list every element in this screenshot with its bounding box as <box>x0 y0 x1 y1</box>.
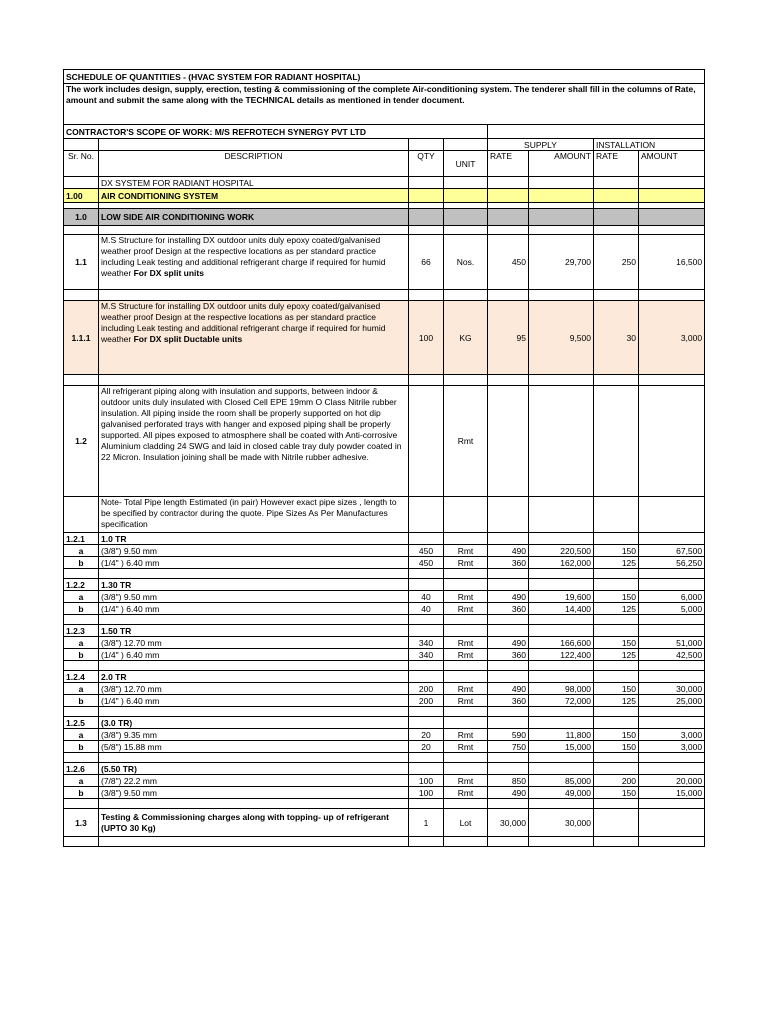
low-side-number: 1.0 <box>64 209 99 226</box>
row-letter: b <box>64 741 99 753</box>
pipe-qty: 450 <box>409 557 444 569</box>
item-1-2-row <box>64 386 705 497</box>
sheet-title: SCHEDULE OF QUANTITIES - (HVAC SYSTEM FOR RADIANT HOSPITAL) <box>64 70 705 84</box>
pipe-amount: 162,000 <box>529 557 594 569</box>
item-install-amount: 16,500 <box>639 235 705 290</box>
item-amount: 9,500 <box>529 301 594 375</box>
pipe-size: (3/8") 9.50 mm <box>99 787 409 799</box>
pipe-amount: 15,000 <box>529 741 594 753</box>
pipe-install-amount: 6,000 <box>639 591 705 603</box>
pipe-amount: 72,000 <box>529 695 594 707</box>
item-amount: 29,700 <box>529 235 594 290</box>
pipe-size: (7/8") 22.2 mm <box>99 775 409 787</box>
schedule-of-quantities-table <box>63 69 705 847</box>
pipe-row <box>64 591 705 603</box>
col-unit: UNIT <box>444 151 488 177</box>
pipe-qty: 20 <box>409 741 444 753</box>
pipe-unit: Rmt <box>444 591 488 603</box>
pipe-rate: 360 <box>488 649 529 661</box>
item-number: 1.1 <box>64 235 99 290</box>
item-install-rate: 30 <box>594 301 639 375</box>
item-1-1-row <box>64 235 705 290</box>
pipe-unit: Rmt <box>444 683 488 695</box>
pipe-install-amount: 20,000 <box>639 775 705 787</box>
contractor-line: CONTRACTOR'S SCOPE OF WORK: M/S REFROTECH SYNERGY PVT LTD <box>64 125 488 139</box>
row-letter: b <box>64 787 99 799</box>
pipe-amount: 19,600 <box>529 591 594 603</box>
pipe-row <box>64 787 705 799</box>
item-install-amount: 3,000 <box>639 301 705 375</box>
pipe-row <box>64 603 705 615</box>
pipe-install-amount: 30,000 <box>639 683 705 695</box>
row-letter: a <box>64 637 99 649</box>
pipe-amount: 98,000 <box>529 683 594 695</box>
col-install-rate: RATE <box>594 151 639 177</box>
pipe-unit: Rmt <box>444 787 488 799</box>
pipe-install-rate: 150 <box>594 729 639 741</box>
pipe-qty: 100 <box>409 775 444 787</box>
col-rate: RATE <box>488 151 529 177</box>
pipe-install-amount: 56,250 <box>639 557 705 569</box>
pipe-rate: 360 <box>488 557 529 569</box>
low-side-title: LOW SIDE AIR CONDITIONING WORK <box>99 209 409 226</box>
pipe-row <box>64 683 705 695</box>
pipe-install-rate: 150 <box>594 637 639 649</box>
group-number: 1.2.1 <box>64 533 99 545</box>
pipe-unit: Rmt <box>444 557 488 569</box>
pipe-rate: 490 <box>488 787 529 799</box>
item-number: 1.2 <box>64 386 99 497</box>
row-letter: a <box>64 683 99 695</box>
pipe-size: (3/8") 12.70 mm <box>99 637 409 649</box>
pipe-install-rate: 150 <box>594 545 639 557</box>
pipe-unit: Rmt <box>444 775 488 787</box>
pipe-amount: 122,400 <box>529 649 594 661</box>
item-rate: 450 <box>488 235 529 290</box>
item-unit: Nos. <box>444 235 488 290</box>
ac-section-number: 1.00 <box>64 189 99 203</box>
pipe-rate: 490 <box>488 637 529 649</box>
pipe-install-rate: 150 <box>594 591 639 603</box>
pipe-row <box>64 637 705 649</box>
pipe-row <box>64 557 705 569</box>
pipe-qty: 340 <box>409 649 444 661</box>
pipe-unit: Rmt <box>444 695 488 707</box>
ac-section-title: AIR CONDITIONING SYSTEM <box>99 189 409 203</box>
pipe-install-rate: 125 <box>594 649 639 661</box>
pipe-rate: 490 <box>488 591 529 603</box>
item-1-3-row <box>64 809 705 837</box>
pipe-qty: 100 <box>409 787 444 799</box>
pipe-rate: 750 <box>488 741 529 753</box>
row-letter: a <box>64 775 99 787</box>
row-letter: b <box>64 649 99 661</box>
pipe-qty: 20 <box>409 729 444 741</box>
pipe-install-amount: 5,000 <box>639 603 705 615</box>
group-title: 1.0 TR <box>99 533 409 545</box>
item-amount: 30,000 <box>529 809 594 837</box>
group-header-row <box>64 717 705 729</box>
pipe-size: (3/8") 12.70 mm <box>99 683 409 695</box>
pipe-note: Note- Total Pipe length Estimated (in pair) However exact pipe sizes , length to be specified by contractor during the quote. Pipe Sizes As Per Manufactures specification <box>99 497 409 533</box>
pipe-row <box>64 729 705 741</box>
pipe-size: (3/8") 9.50 mm <box>99 591 409 603</box>
group-number: 1.2.6 <box>64 763 99 775</box>
pipe-install-rate: 200 <box>594 775 639 787</box>
row-letter: b <box>64 603 99 615</box>
group-number: 1.2.4 <box>64 671 99 683</box>
item-install-rate: 250 <box>594 235 639 290</box>
item-qty: 66 <box>409 235 444 290</box>
item-unit: Rmt <box>444 386 488 497</box>
pipe-install-amount: 3,000 <box>639 729 705 741</box>
pipe-install-amount: 25,000 <box>639 695 705 707</box>
pipe-unit: Rmt <box>444 603 488 615</box>
dx-system-heading: DX SYSTEM FOR RADIANT HOSPITAL <box>99 177 409 189</box>
pipe-row <box>64 741 705 753</box>
pipe-rate: 590 <box>488 729 529 741</box>
item-description: Testing & Commissioning charges along with topping- up of refrigerant (UPTO 30 Kg) <box>99 809 409 837</box>
pipe-unit: Rmt <box>444 545 488 557</box>
col-sr: Sr. No. <box>64 151 99 177</box>
pipe-rate: 850 <box>488 775 529 787</box>
pipe-qty: 450 <box>409 545 444 557</box>
pipe-qty: 40 <box>409 603 444 615</box>
row-letter: a <box>64 591 99 603</box>
pipe-unit: Rmt <box>444 649 488 661</box>
group-header-row <box>64 671 705 683</box>
item-description: All refrigerant piping along with insulation and supports, between indoor & outdoor units duly insulated with Closed Cell EPE 19mm O Class Nitrile rubber insulation. All piping inside the room shall be properly supported on hot dip galvanised perforated trays with hanger and exposed piping shall be properly supported. All pipes exposed to atmosphere shall be coated with Anti-corrosive Aluminium cladding 24 SWG and laid in closed cable tray duly powder coated in 22 Micron. Insulation joining shall be made with Nitrile rubber adhesive. <box>99 386 409 497</box>
pipe-row <box>64 649 705 661</box>
pipe-install-amount: 51,000 <box>639 637 705 649</box>
pipe-install-rate: 125 <box>594 603 639 615</box>
supply-header: SUPPLY <box>488 139 594 151</box>
col-install-amount: AMOUNT <box>639 151 705 177</box>
pipe-amount: 11,800 <box>529 729 594 741</box>
item-rate: 95 <box>488 301 529 375</box>
item-rate: 30,000 <box>488 809 529 837</box>
pipe-qty: 200 <box>409 683 444 695</box>
pipe-install-rate: 150 <box>594 741 639 753</box>
installation-header: INSTALLATION <box>594 139 705 151</box>
scope-intro: The work includes design, supply, erection, testing & commissioning of the complete Air-conditioning system. The tenderer shall fill in the columns of Rate, amount and submit the same along with the TECHNICAL details as mentioned in tender document. <box>64 84 705 125</box>
item-number: 1.1.1 <box>64 301 99 375</box>
group-title: 1.50 TR <box>99 625 409 637</box>
pipe-row <box>64 545 705 557</box>
group-header-row <box>64 625 705 637</box>
row-letter: b <box>64 695 99 707</box>
pipe-amount: 166,600 <box>529 637 594 649</box>
group-title: 2.0 TR <box>99 671 409 683</box>
pipe-unit: Rmt <box>444 729 488 741</box>
pipe-amount: 49,000 <box>529 787 594 799</box>
pipe-row <box>64 775 705 787</box>
pipe-size: (1/4" ) 6.40 mm <box>99 557 409 569</box>
pipe-qty: 340 <box>409 637 444 649</box>
pipe-amount: 85,000 <box>529 775 594 787</box>
item-number: 1.3 <box>64 809 99 837</box>
pipe-size: (3/8") 9.50 mm <box>99 545 409 557</box>
pipe-size: (1/4" ) 6.40 mm <box>99 695 409 707</box>
col-qty: QTY <box>409 151 444 177</box>
group-header-row <box>64 579 705 591</box>
pipe-size: (1/4" ) 6.40 mm <box>99 649 409 661</box>
pipe-unit: Rmt <box>444 741 488 753</box>
row-letter: a <box>64 545 99 557</box>
group-header-row <box>64 763 705 775</box>
pipe-install-rate: 150 <box>594 683 639 695</box>
pipe-qty: 40 <box>409 591 444 603</box>
group-number: 1.2.5 <box>64 717 99 729</box>
item-description: M.S Structure for installing DX outdoor units duly epoxy coated/galvanised weather proof Design at the respective locations as per standard practice including Leak testing and additional refrigerant charge if required for humid weather For DX split Ductable units <box>99 301 409 375</box>
pipe-install-rate: 125 <box>594 695 639 707</box>
group-number: 1.2.2 <box>64 579 99 591</box>
item-unit: KG <box>444 301 488 375</box>
group-title: 1.30 TR <box>99 579 409 591</box>
pipe-qty: 200 <box>409 695 444 707</box>
pipe-rate: 360 <box>488 695 529 707</box>
pipe-install-amount: 42,500 <box>639 649 705 661</box>
pipe-install-amount: 3,000 <box>639 741 705 753</box>
row-letter: a <box>64 729 99 741</box>
item-1-1-1-row <box>64 301 705 375</box>
pipe-install-rate: 125 <box>594 557 639 569</box>
pipe-amount: 14,400 <box>529 603 594 615</box>
pipe-rate: 360 <box>488 603 529 615</box>
pipe-size: (5/8") 15.88 mm <box>99 741 409 753</box>
item-qty: 1 <box>409 809 444 837</box>
pipe-install-amount: 15,000 <box>639 787 705 799</box>
item-description: M.S Structure for installing DX outdoor units duly epoxy coated/galvanised weather proof Design at the respective locations as per standard practice including Leak testing and additional refrigerant charge if required for humid weather For DX split units <box>99 235 409 290</box>
group-title: (5.50 TR) <box>99 763 409 775</box>
item-unit: Lot <box>444 809 488 837</box>
item-qty: 100 <box>409 301 444 375</box>
pipe-row <box>64 695 705 707</box>
pipe-size: (3/8") 9.35 mm <box>99 729 409 741</box>
col-description: DESCRIPTION <box>99 151 409 177</box>
pipe-rate: 490 <box>488 683 529 695</box>
row-letter: b <box>64 557 99 569</box>
group-number: 1.2.3 <box>64 625 99 637</box>
group-title: (3.0 TR) <box>99 717 409 729</box>
group-header-row <box>64 533 705 545</box>
pipe-size: (1/4" ) 6.40 mm <box>99 603 409 615</box>
col-amount: AMOUNT <box>529 151 594 177</box>
pipe-rate: 490 <box>488 545 529 557</box>
pipe-install-rate: 150 <box>594 787 639 799</box>
pipe-install-amount: 67,500 <box>639 545 705 557</box>
pipe-amount: 220,500 <box>529 545 594 557</box>
pipe-unit: Rmt <box>444 637 488 649</box>
